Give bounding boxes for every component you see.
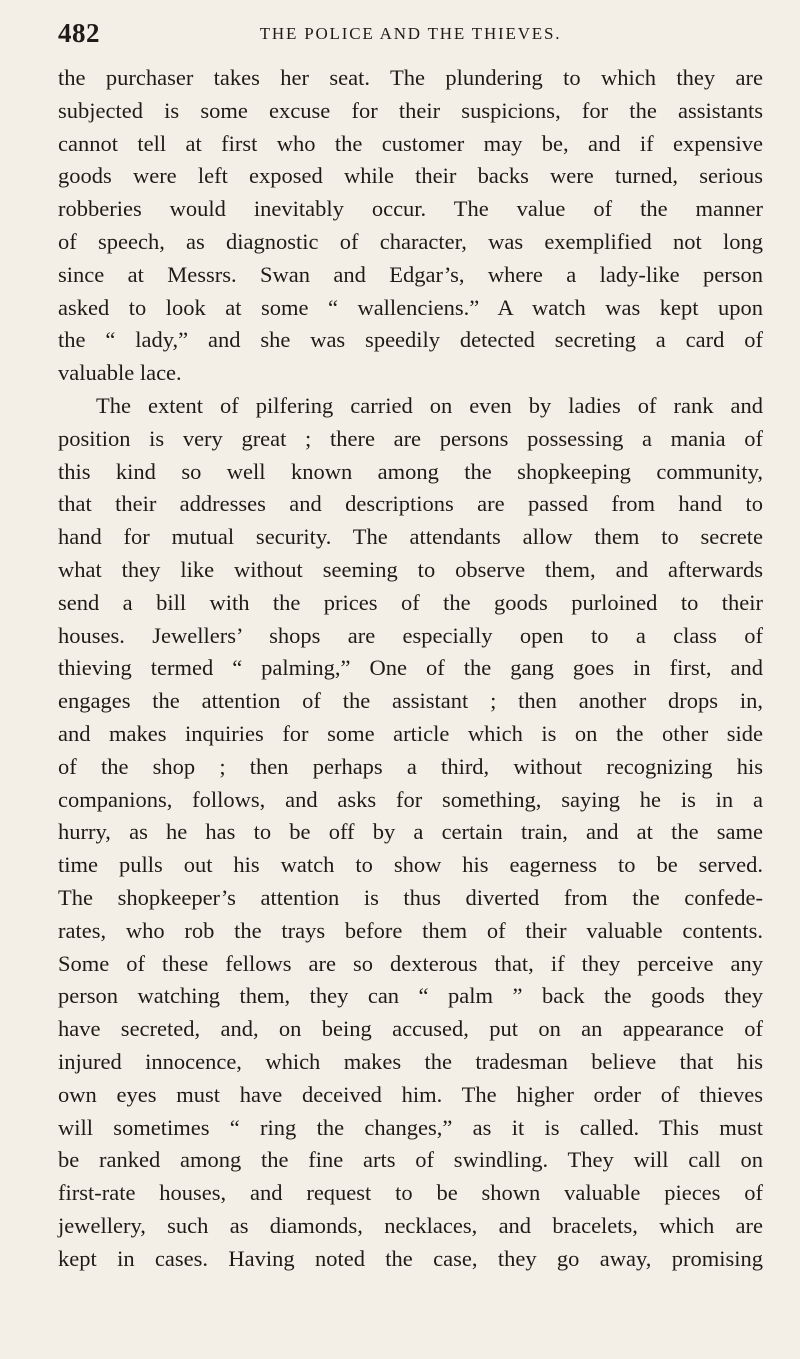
text-line: kept in cases. Having noted the case, they go away, promising	[58, 1245, 763, 1271]
text-line: engages the attention of the assistant ; then another drops in,	[58, 688, 763, 714]
text-line: person watching them, they can “ palm ” back the goods they	[58, 983, 763, 1009]
text-line: rates, who rob the trays before them of their valuable contents.	[58, 917, 763, 943]
text-line: first-rate houses, and request to be shown valuable pieces of	[58, 1180, 763, 1206]
text-line: houses. Jewellers’ shops are especially open to a class of	[58, 622, 763, 648]
text-line: that their addresses and descriptions are passed from hand to	[58, 491, 763, 517]
text-line: of speech, as diagnostic of character, was exemplified not long	[58, 228, 763, 254]
text-line: this kind so well known among the shopkeeping community,	[58, 458, 763, 484]
text-line: have secreted, and, on being accused, put on an appearance of	[58, 1016, 763, 1042]
text-line: robberies would inevitably occur. The value of the manner	[58, 196, 763, 222]
text-line: injured innocence, which makes the tradesman believe that his	[58, 1048, 763, 1074]
text-line: jewellery, such as diamonds, necklaces, and bracelets, which are	[58, 1212, 763, 1238]
running-header	[58, 18, 763, 62]
paragraph	[58, 62, 763, 390]
text-line: the purchaser takes her seat. The plundering to which they are	[58, 65, 763, 90]
text-line: The shopkeeper’s attention is thus diverted from the confede-	[58, 884, 763, 910]
text-line: will sometimes “ ring the changes,” as it is called. This must	[58, 1114, 763, 1140]
text-line: own eyes must have deceived him. The higher order of thieves	[58, 1081, 763, 1107]
running-title: THE POLICE AND THE THIEVES.	[259, 24, 562, 43]
text-line: position is very great ; there are persons possessing a mania of	[58, 425, 763, 451]
text-line: subjected is some excuse for their suspicions, for the assistants	[58, 97, 763, 123]
text-line: send a bill with the prices of the goods purloined to their	[58, 589, 763, 615]
paragraph	[58, 390, 763, 1276]
text-line: asked to look at some “ wallenciens.” A watch was kept upon	[58, 294, 763, 320]
text-line: what they like without seeming to observe them, and afterwards	[58, 556, 763, 582]
text-line: hand for mutual security. The attendants allow them to secrete	[58, 524, 763, 550]
text-line: valuable lace.	[58, 360, 182, 386]
text-line: Some of these fellows are so dexterous that, if they perceive any	[58, 950, 763, 976]
text-line: and makes inquiries for some article which is on the other side	[58, 720, 763, 746]
text-line: since at Messrs. Swan and Edgar’s, where a lady-like person	[58, 261, 763, 287]
text-line: hurry, as he has to be off by a certain train, and at the same	[58, 819, 763, 845]
text-line: the “ lady,” and she was speedily detected secreting a card of	[58, 327, 763, 353]
text-line: of the shop ; then perhaps a third, without recognizing his	[58, 753, 763, 779]
text-line: thieving termed “ palming,” One of the gang goes in first, and	[58, 655, 763, 681]
text-line: companions, follows, and asks for something, saying he is in a	[58, 786, 763, 812]
book-page	[58, 18, 763, 1348]
page-number: 482	[58, 18, 100, 48]
text-line: cannot tell at first who the customer may be, and if expensive	[58, 130, 763, 156]
body-text	[58, 62, 763, 1275]
text-line: The extent of pilfering carried on even by ladies of rank and	[96, 392, 763, 418]
text-line: time pulls out his watch to show his eagerness to be served.	[58, 852, 763, 878]
text-line: be ranked among the fine arts of swindling. They will call on	[58, 1147, 763, 1173]
text-line: goods were left exposed while their backs were turned, serious	[58, 163, 763, 189]
